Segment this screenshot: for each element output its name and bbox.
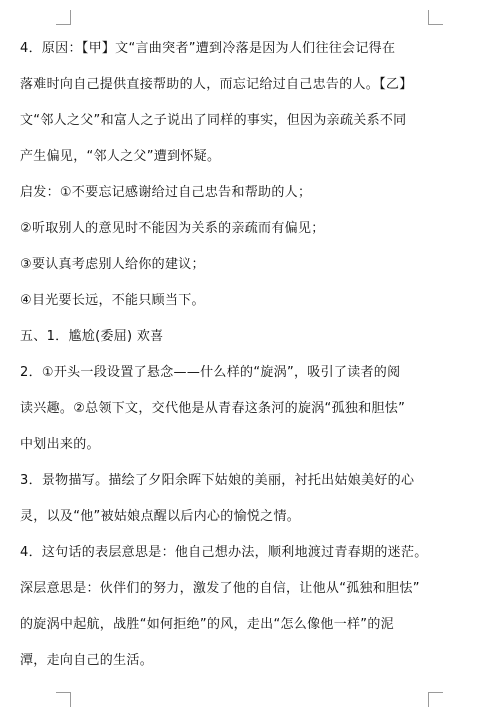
text-line: 的旋涡中起航，战胜“如何拒绝”的风，走出“怎么像他一样”的泥: [20, 617, 394, 632]
text-line: 潭，走向自己的生活。: [20, 653, 154, 668]
answer-text-block: [20, 40, 480, 669]
text-line: 灵，以及“他”被姑娘点醒以后内心的愉悦之情。: [20, 509, 301, 524]
text-line: ④目光要长远，不能只顾当下。: [20, 293, 205, 308]
text-line: 3．景物描写。描绘了夕阳余晖下姑娘的美丽，衬托出姑娘美好的心: [20, 473, 415, 488]
crop-mark-bottom-right: [428, 692, 443, 707]
text-line: 产生偏见，“邻人之父”遭到怀疑。: [20, 149, 221, 164]
text-line: 文“邻人之父”和富人之子说出了同样的事实，但因为亲疏关系不同: [20, 113, 407, 128]
text-line: ③要认真考虑别人给你的建议；: [20, 257, 205, 272]
text-line: 五、1．尴尬(委屈) 欢喜: [20, 329, 164, 344]
crop-mark-top-left: [56, 10, 71, 25]
text-line: 中划出来的。: [20, 437, 100, 452]
text-line: 2．①开头一段设置了悬念——什么样的“旋涡”，吸引了读者的阅: [20, 365, 401, 380]
text-line: 4．原因：【甲】文“言曲突者”遭到冷落是因为人们往往会记得在: [20, 41, 396, 56]
text-line: 4．这句话的表层意思是：他自己想办法，顺利地渡过青春期的迷茫。: [20, 545, 428, 560]
text-line: 启发：①不要忘记感谢给过自己忠告和帮助的人；: [20, 185, 312, 200]
text-line: ②听取别人的意见时不能因为关系的亲疏而有偏见；: [20, 221, 325, 236]
text-line: 深层意思是：伙伴们的努力，激发了他的自信，让他从“孤独和胆怯”: [20, 581, 420, 596]
text-line: 读兴趣。②总领下文，交代他是从青春这条河的旋涡“孤独和胆怯”: [20, 401, 406, 416]
crop-mark-top-right: [428, 10, 443, 25]
text-line: 落难时向自己提供直接帮助的人，而忘记给过自己忠告的人。【乙】: [20, 77, 413, 92]
crop-mark-bottom-left: [56, 692, 71, 707]
